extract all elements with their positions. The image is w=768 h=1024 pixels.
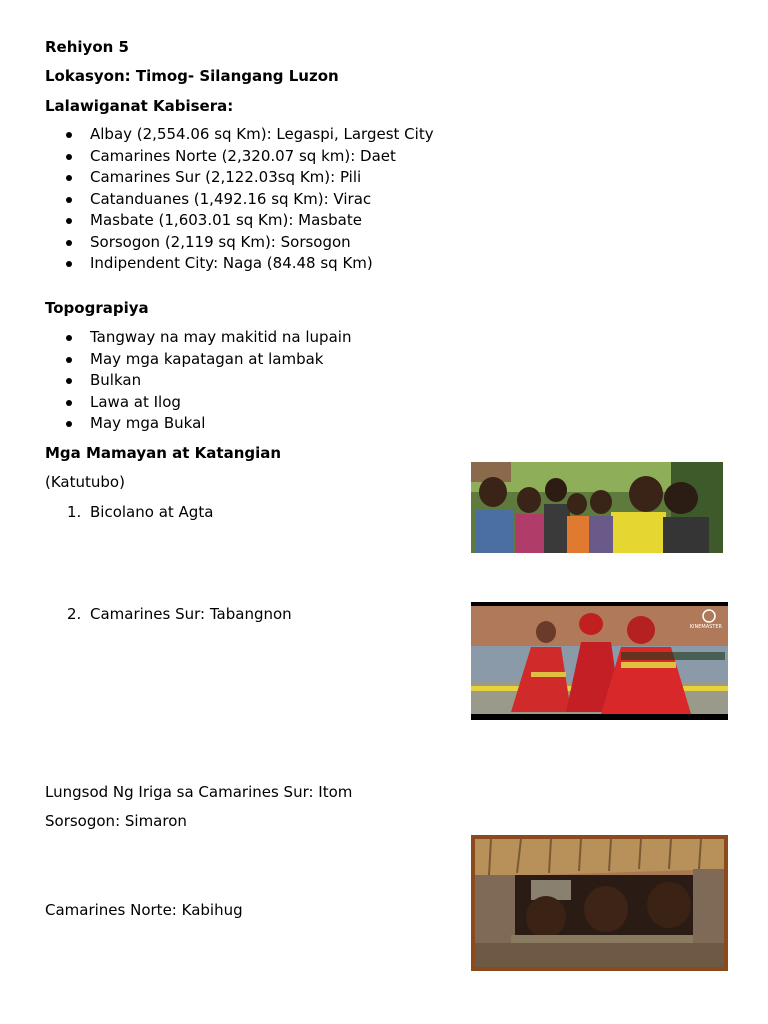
item-number: 2.	[67, 605, 82, 623]
list-item: May mga kapatagan at lambak	[0, 349, 351, 371]
provinces-list	[0, 124, 434, 275]
camarines-norte-line: Camarines Norte: Kabihug	[45, 901, 243, 919]
agta-group-photo	[471, 462, 723, 553]
list-item: Masbate (1,603.01 sq Km): Masbate	[0, 210, 434, 232]
list-item: Albay (2,554.06 sq Km): Legaspi, Largest City	[0, 124, 434, 146]
item-text: Bicolano at Agta	[90, 503, 214, 521]
list-item: May mga Bukal	[0, 413, 351, 435]
item-text: Camarines Sur: Tabangnon	[90, 605, 292, 623]
sorsogon-line: Sorsogon: Simaron	[45, 812, 187, 830]
tabangnon-dancers-photo	[471, 602, 728, 720]
kinemaster-watermark: KINEMASTER	[689, 624, 722, 630]
list-item: Tangway na may makitid na lupain	[0, 327, 351, 349]
list-item: Catanduanes (1,492.16 sq Km): Virac	[0, 189, 434, 211]
region-title: Rehiyon 5	[45, 38, 129, 56]
topography-heading: Topograpiya	[45, 299, 149, 317]
list-item: Camarines Sur (2,122.03sq Km): Pili	[0, 167, 434, 189]
provinces-heading: Lalawiganat Kabisera:	[45, 97, 234, 115]
katutubo-subheading: (Katutubo)	[45, 473, 125, 491]
people-heading: Mga Mamayan at Katangian	[45, 444, 282, 462]
list-item: Bulkan	[0, 370, 351, 392]
iriga-line: Lungsod Ng Iriga sa Camarines Sur: Itom	[45, 783, 353, 801]
list-item: Lawa at Ilog	[0, 392, 351, 414]
list-item: Indipendent City: Naga (84.48 sq Km)	[0, 253, 434, 275]
list-item: Sorsogon (2,119 sq Km): Sorsogon	[0, 232, 434, 254]
item-number: 1.	[67, 503, 82, 521]
topography-list	[0, 327, 351, 435]
location-line: Lokasyon: Timog- Silangang Luzon	[45, 67, 339, 85]
list-item: Camarines Norte (2,320.07 sq km): Daet	[0, 146, 434, 168]
kabihug-children-photo	[471, 835, 728, 971]
